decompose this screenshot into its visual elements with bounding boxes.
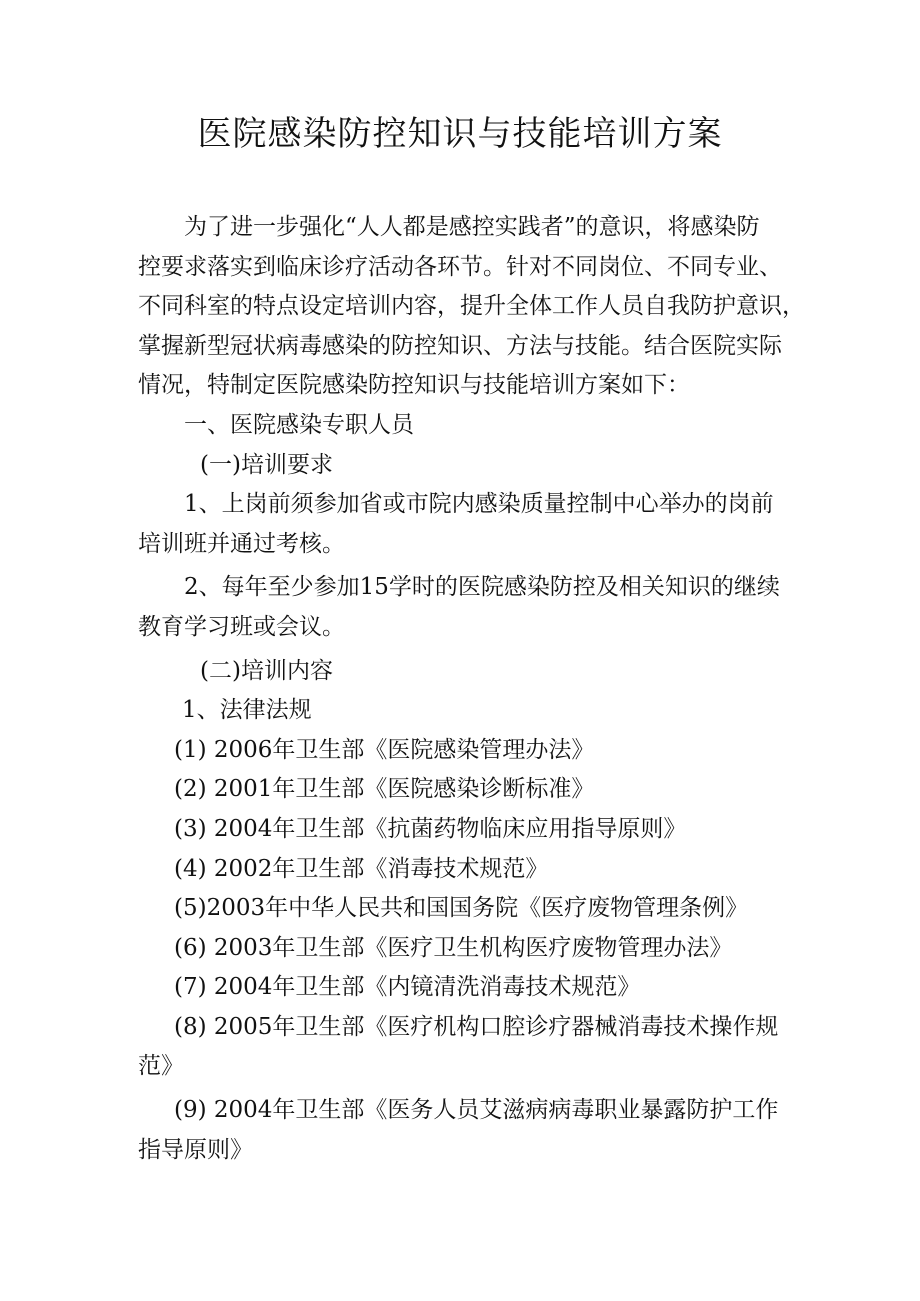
intro-line: 不同科室的特点设定培训内容，提升全体工作人员自我防护意识， xyxy=(138,293,805,320)
regulation-item: (6) 2003年卫生部《医疗卫生机构医疗废物管理办法》 xyxy=(174,934,733,961)
intro-line: 情况，特制定医院感染防控知识与技能培训方案如下： xyxy=(138,372,690,399)
requirement-line: 教育学习班或会议。 xyxy=(138,613,345,640)
regulation-item: (4) 2002年卫生部《消毒技术规范》 xyxy=(174,855,549,882)
subsection-heading: (二)培训内容 xyxy=(200,657,333,684)
section-heading: 一、医院感染专职人员 xyxy=(184,411,414,438)
regulation-item: (8) 2005年卫生部《医疗机构口腔诊疗器械消毒技术操作规 xyxy=(174,1013,779,1040)
regulation-item: (3) 2004年卫生部《抗菌药物临床应用指导原则》 xyxy=(174,815,687,842)
regulation-item-continued: 指导原则》 xyxy=(138,1136,253,1163)
regulation-item: (2) 2001年卫生部《医院感染诊断标准》 xyxy=(174,776,595,803)
content-item-heading: 1、法律法规 xyxy=(182,697,312,724)
regulation-item: (9) 2004年卫生部《医务人员艾滋病病毒职业暴露防护工作 xyxy=(174,1097,779,1124)
regulation-item: (1) 2006年卫生部《医院感染管理办法》 xyxy=(174,736,595,763)
requirement-line: 培训班并通过考核。 xyxy=(138,530,345,557)
document-title: 医院感染防控知识与技能培训方案 xyxy=(197,114,723,154)
regulation-item-continued: 范》 xyxy=(138,1053,184,1080)
requirement-line: 2、每年至少参加15学时的医院感染防控及相关知识的继续 xyxy=(184,574,780,601)
regulation-item: (7) 2004年卫生部《内镜清洗消毒技术规范》 xyxy=(174,974,641,1001)
requirement-line: 1、上岗前须参加省或市院内感染质量控制中心举办的岗前 xyxy=(184,491,774,518)
regulation-item: (5)2003年中华人民共和国国务院《医疗废物管理条例》 xyxy=(174,895,749,922)
document-body xyxy=(138,208,805,1170)
intro-line: 掌握新型冠状病毒感染的防控知识、方法与技能。结合医院实际 xyxy=(138,332,782,359)
intro-line: 为了进一步强化“人人都是感控实践者”的意识，将感染防 xyxy=(184,214,760,240)
subsection-heading: (一)培训要求 xyxy=(200,451,333,478)
intro-line: 控要求落实到临床诊疗活动各环节。针对不同岗位、不同专业、 xyxy=(138,253,782,280)
